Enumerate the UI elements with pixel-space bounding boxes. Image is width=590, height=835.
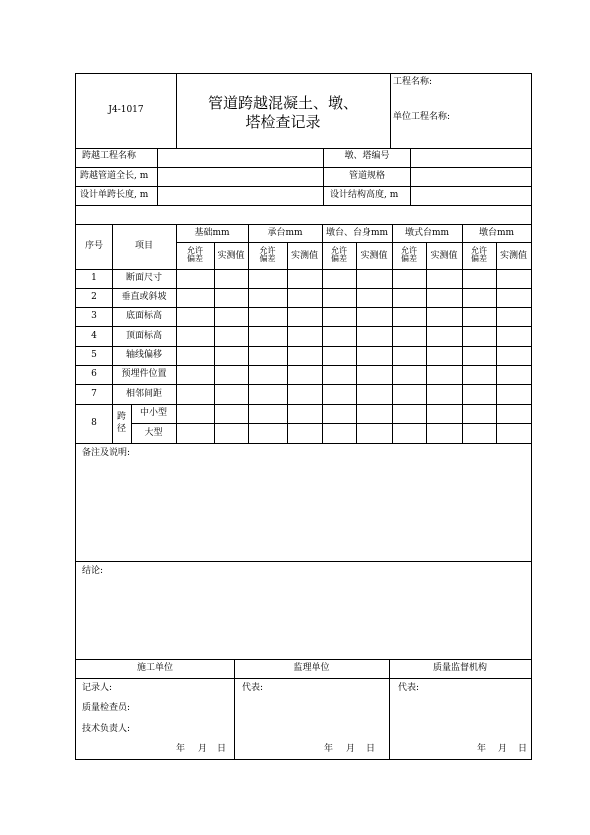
row-item-label: 预埋件位置: [121, 369, 167, 379]
form-title-line2: 塔检查记录: [245, 113, 321, 131]
group-header-pier: 墩台mm: [478, 228, 515, 238]
allowable-deviation-header: 允许 偏差: [401, 246, 417, 263]
crossing-project-name-label: 跨越工程名称: [82, 151, 137, 161]
quality-inspector-label: 质量检查员:: [82, 703, 131, 713]
recorder-label: 记录人:: [82, 683, 113, 693]
measured-value-header: 实测值: [217, 251, 245, 261]
technical-lead-label: 技术负责人:: [82, 724, 131, 734]
row-number: 8: [91, 418, 97, 428]
span-length-field[interactable]: [158, 187, 322, 204]
crossing-project-name-field[interactable]: [158, 149, 322, 166]
row-number: 6: [91, 369, 97, 379]
conclusion-label: 结论:: [82, 566, 104, 576]
struct-height-label: 设计结构高度, m: [330, 190, 399, 200]
conclusion-field[interactable]: [76, 579, 531, 658]
measured-value-header: 实测值: [430, 251, 458, 261]
allowable-deviation-header: 允许 偏差: [259, 246, 276, 263]
measured-value-header: 实测值: [360, 251, 388, 261]
row-item-label: 垂直或斜坡: [121, 292, 167, 302]
group-header-foundation: 基础mm: [194, 228, 230, 238]
group-header-pier-body: 墩台、台身mm: [325, 228, 389, 238]
pipe-length-field[interactable]: [158, 168, 322, 185]
pipe-spec-field[interactable]: [411, 168, 531, 185]
remarks-field[interactable]: [76, 460, 531, 560]
pier-number-field[interactable]: [411, 149, 531, 166]
span-sub-small-medium: 中小型: [139, 408, 167, 418]
row-number: 3: [91, 311, 97, 321]
allowable-deviation-header: 允许 偏差: [331, 246, 347, 263]
allowable-deviation-header: 允许 偏差: [471, 246, 487, 263]
unit-project-name-label: 单位工程名称:: [393, 112, 451, 122]
span-sub-large: 大型: [144, 428, 163, 438]
struct-height-field[interactable]: [411, 187, 531, 204]
inspection-record-form: J4-1017 管道跨越混凝土、墩、 塔检查记录 工程名称: 单位工程名称: 跨越工程名称 墩、塔编号 跨越管道全长, m 管道规格 设计单跨长度, m 设计结构高度, m 序号 项目 基础mm 承台mm 墩台、台身mm 墩式台mm 墩台mm 允许 偏差 实测值 允许 偏差 实测值 允许 偏差 实测值 允许 偏差 实测值 允许 偏差 实测值 1 断面尺寸 2 垂直或斜坡 3 底面标高 4 顶面标高 5 轴线偏移 6 预埋件位置 7 相邻间距 8 跨 径 中小型 大型 备注及说明: 结论: 施工单位 监理单位 质量监督机构 记录人: 质量检查员: 技术负责人: 代表: 代表: 年 月 日 年 月 日 年 月 日: [75, 73, 532, 760]
quality-supervision-label: 质量监督机构: [432, 663, 487, 673]
pipe-spec-label: 管道规格: [348, 171, 385, 181]
row-number: 7: [91, 389, 97, 399]
project-name-label: 工程名称:: [393, 77, 433, 87]
measured-value-header: 实测值: [499, 251, 527, 261]
seq-header: 序号: [84, 241, 103, 251]
span-label: 跨 径: [116, 412, 126, 434]
row-item-label: 底面标高: [125, 311, 162, 321]
row-item-label: 轴线偏移: [125, 350, 162, 360]
row-number: 1: [91, 273, 97, 283]
supervision-unit-label: 监理单位: [293, 663, 330, 673]
form-title-line1: 管道跨越混凝土、墩、: [207, 94, 358, 112]
group-header-pier-platform: 墩式台mm: [404, 228, 450, 238]
form-title: [178, 94, 388, 132]
construction-unit-label: 施工单位: [136, 663, 173, 673]
form-code: J4-1017: [108, 105, 144, 115]
row-item-label: 顶面标高: [125, 331, 162, 341]
group-header-pile-cap: 承台mm: [267, 228, 303, 238]
pipe-length-label: 跨越管道全长, m: [80, 171, 149, 181]
item-header: 项目: [134, 241, 153, 251]
row-number: 5: [91, 350, 97, 360]
supervision-rep-label: 代表:: [242, 683, 264, 693]
span-length-label: 设计单跨长度, m: [80, 190, 149, 200]
measured-value-header: 实测值: [290, 251, 318, 261]
remarks-label: 备注及说明:: [82, 448, 131, 458]
row-item-label: 相邻间距: [125, 389, 162, 399]
row-number: 2: [91, 292, 97, 302]
row-number: 4: [91, 331, 97, 341]
pier-number-label: 墩、塔编号: [344, 151, 390, 161]
allowable-deviation-header: 允许 偏差: [187, 246, 203, 263]
row-item-label: 断面尺寸: [125, 273, 162, 283]
quality-rep-label: 代表:: [398, 683, 420, 693]
